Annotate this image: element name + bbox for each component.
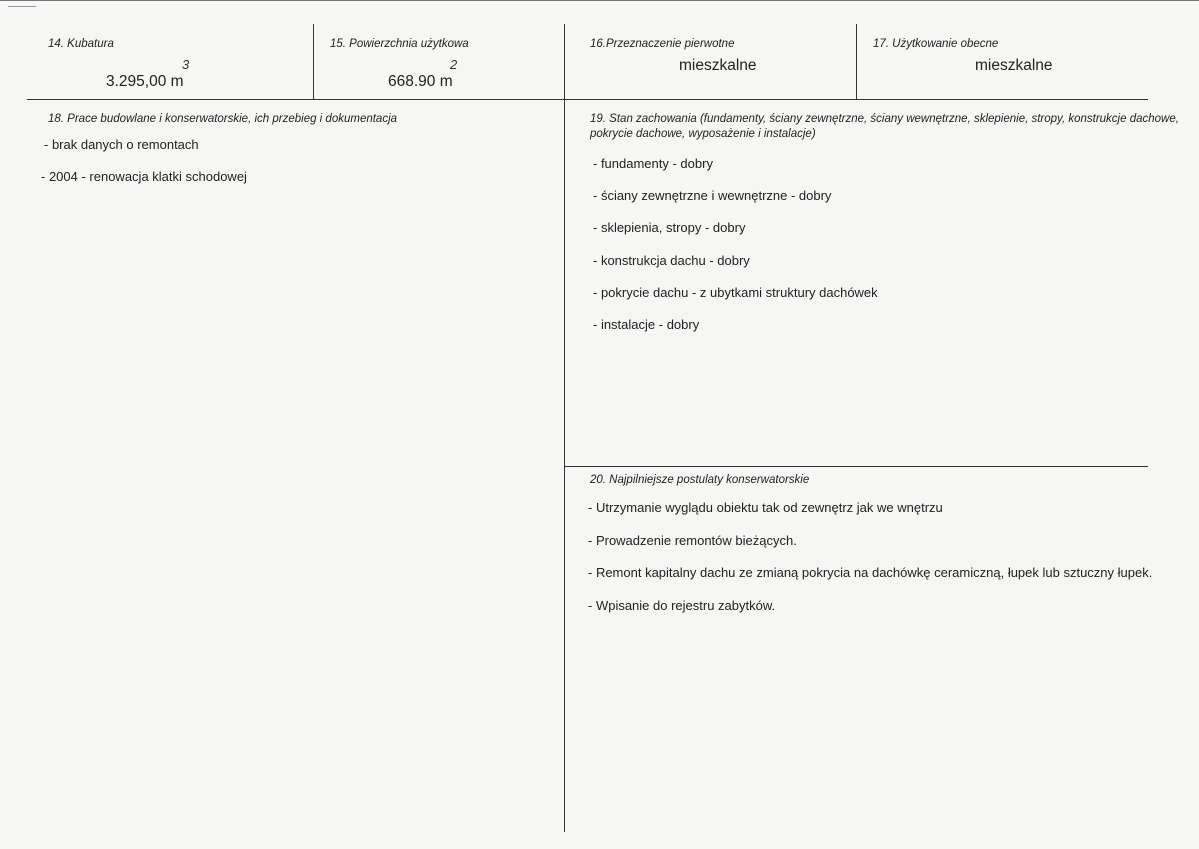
powierzchnia-exponent: 2 bbox=[450, 57, 458, 72]
corner-mark bbox=[8, 6, 36, 7]
stan-title-line2: pokrycie dachowe, wyposażenie i instalacje) bbox=[590, 128, 816, 140]
prace-title: 18. Prace budowlane i konserwatorskie, ich przebieg i dokumentacja bbox=[48, 113, 398, 125]
prace-item: - brak danych o remontach bbox=[44, 137, 199, 152]
kubatura-value: 3.295,00 m bbox=[106, 73, 184, 90]
kubatura-label: 14. Kubatura bbox=[48, 38, 114, 50]
postulaty-item: - Utrzymanie wyglądu obiektu tak od zewnętrz jak we wnętrzu bbox=[588, 500, 943, 515]
col-divider-main bbox=[564, 24, 565, 832]
przeznaczenie-value: mieszkalne bbox=[679, 57, 757, 74]
uzytkowanie-label: 17. Użytkowanie obecne bbox=[873, 38, 999, 50]
postulaty-list bbox=[588, 500, 1153, 630]
postulaty-item: - Prowadzenie remontów bieżących. bbox=[588, 532, 797, 548]
prace-item: - 2004 - renowacja klatki schodowej bbox=[41, 169, 247, 184]
powierzchnia-value: 668.90 m bbox=[388, 73, 453, 90]
uzytkowanie-value: mieszkalne bbox=[975, 57, 1053, 74]
stan-item: - ściany zewnętrzne i wewnętrzne - dobry bbox=[593, 188, 832, 204]
stan-item: - konstrukcja dachu - dobry bbox=[593, 252, 750, 268]
powierzchnia-label: 15. Powierzchnia użytkowa bbox=[330, 38, 469, 50]
col-divider-14-15 bbox=[313, 24, 314, 99]
stan-item: - fundamenty - dobry bbox=[593, 156, 713, 171]
row-divider-top bbox=[27, 99, 1148, 100]
postulaty-title: 20. Najpilniejsze postulaty konserwatorskie bbox=[590, 474, 810, 486]
przeznaczenie-label: 16.Przeznaczenie pierwotne bbox=[590, 38, 735, 50]
stan-item: - pokrycie dachu - z ubytkami struktury dachówek bbox=[593, 284, 878, 300]
kubatura-exponent: 3 bbox=[182, 57, 190, 72]
postulaty-item: - Wpisanie do rejestru zabytków. bbox=[588, 597, 776, 613]
stan-item: - sklepienia, stropy - dobry bbox=[593, 220, 746, 236]
stan-title-line1: 19. Stan zachowania (fundamenty, ściany zewnętrzne, ściany wewnętrzne, sklepienie, stropy, konstrukcje dachowe, bbox=[590, 113, 1179, 125]
row-divider-right bbox=[564, 466, 1148, 467]
prace-list bbox=[0, 137, 560, 201]
postulaty-item: - Remont kapitalny dachu ze zmianą pokrycia na dachówkę ceramiczną, łupek lub sztuczny łupek. bbox=[588, 565, 1153, 581]
stan-item: - instalacje - dobry bbox=[593, 316, 700, 332]
top-edge-line bbox=[0, 0, 1199, 1]
col-divider-16-17 bbox=[856, 24, 857, 99]
stan-list bbox=[593, 156, 1143, 349]
